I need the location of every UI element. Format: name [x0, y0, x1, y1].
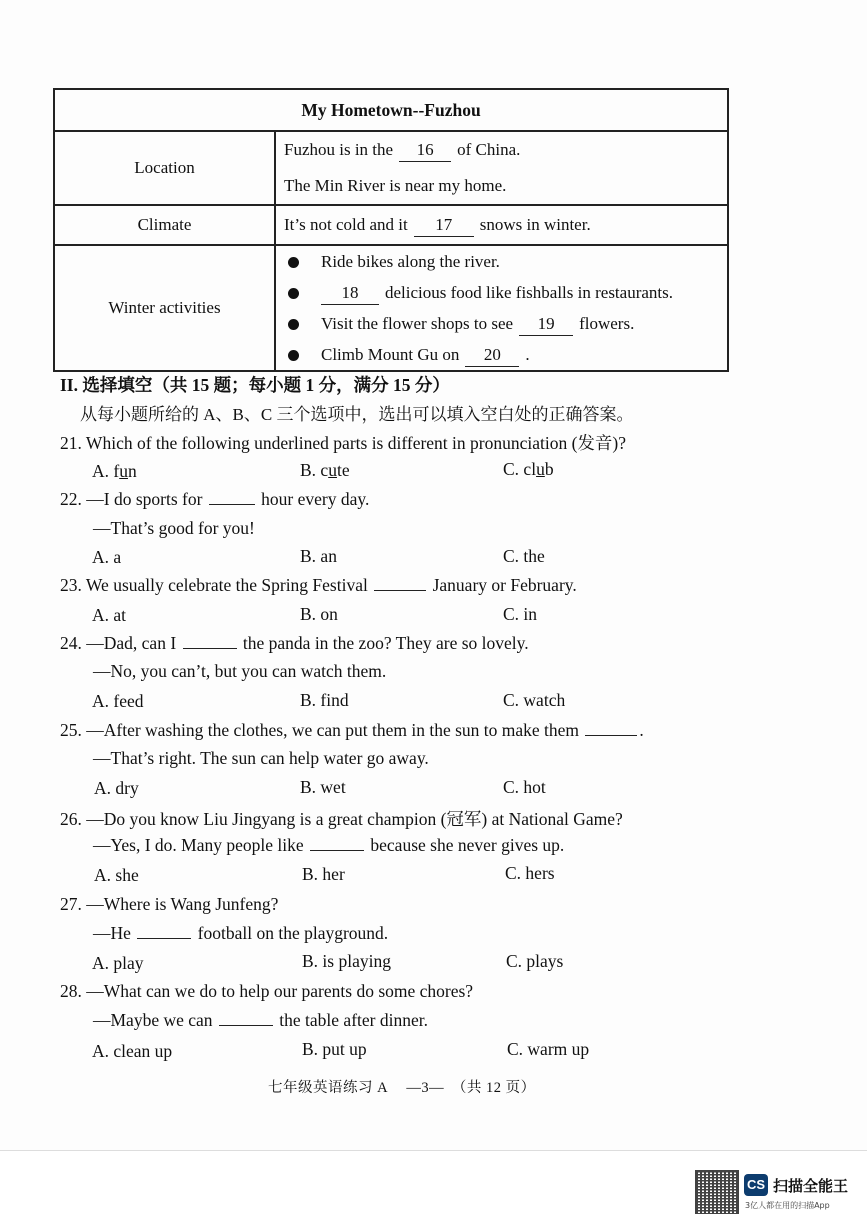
- q28-option-b[interactable]: B. put up: [302, 1039, 367, 1059]
- question-27-stem: 27. —Where is Wang Junfeng?: [60, 894, 279, 914]
- answer-blank: [209, 490, 255, 505]
- answer-blank: [219, 1011, 273, 1026]
- blank-17: 17: [414, 214, 474, 237]
- question-24-stem: 24. —Dad, can I the panda in the zoo? They are so lovely.: [60, 633, 529, 653]
- question-27-reply: —He football on the playground.: [93, 923, 389, 943]
- q25-option-c[interactable]: C. hot: [503, 777, 546, 797]
- q22-option-c[interactable]: C. the: [503, 546, 545, 566]
- question-24-reply: —No, you can’t, but you can watch them.: [93, 661, 387, 681]
- q26-option-a[interactable]: A. she: [94, 865, 139, 885]
- section-instruction: 从每小题所给的 A、B、C 三个选项中，选出可以填入空白处的正确答案。: [80, 405, 634, 424]
- table-title: My Hometown--Fuzhou: [54, 89, 728, 131]
- q22-option-a[interactable]: A. a: [92, 547, 122, 567]
- q21-option-a[interactable]: A. fun: [92, 461, 137, 481]
- q26-option-c[interactable]: C. hers: [505, 863, 555, 883]
- question-28-stem: 28. —What can we do to help our parents do some chores?: [60, 981, 474, 1001]
- q27-option-a[interactable]: A. play: [92, 953, 144, 973]
- q24-option-c[interactable]: C. watch: [503, 690, 566, 710]
- answer-blank: [310, 836, 364, 851]
- bullet-icon: [288, 319, 299, 330]
- q21-option-c[interactable]: C. club: [503, 459, 554, 479]
- page-footer: 七年级英语练习 A —3— （共 12 页）: [268, 1080, 536, 1096]
- q25-option-a[interactable]: A. dry: [94, 778, 139, 798]
- q24-option-a[interactable]: A. feed: [92, 691, 144, 711]
- q22-option-b[interactable]: B. an: [300, 546, 337, 566]
- blank-18: 18: [321, 282, 379, 305]
- qr-code-icon: [695, 1170, 739, 1214]
- question-26-reply: —Yes, I do. Many people like because she never gives up.: [93, 835, 565, 855]
- q25-option-b[interactable]: B. wet: [300, 777, 346, 797]
- q21-option-b[interactable]: B. cute: [300, 460, 350, 480]
- q23-option-a[interactable]: A. at: [92, 605, 127, 625]
- answer-blank: [183, 634, 237, 649]
- camscanner-logo-icon: CS: [744, 1174, 768, 1196]
- blank-20: 20: [465, 344, 519, 367]
- bullet-icon: [288, 350, 299, 361]
- location-label: Location: [54, 131, 275, 205]
- question-23-stem: 23. We usually celebrate the Spring Festival January or February.: [60, 575, 577, 595]
- q24-option-b[interactable]: B. find: [300, 690, 349, 710]
- q28-option-c[interactable]: C. warm up: [507, 1039, 590, 1059]
- question-26-stem: 26. —Do you know Liu Jingyang is a great champion (冠军) at National Game?: [60, 809, 623, 829]
- q27-option-b[interactable]: B. is playing: [302, 951, 391, 971]
- scanner-tagline: 3亿人都在用的扫描App: [745, 1201, 830, 1210]
- q26-option-b[interactable]: B. her: [302, 864, 345, 884]
- question-22-stem: 22. —I do sports for hour every day.: [60, 489, 370, 509]
- question-21-stem: 21. Which of the following underlined parts is different in pronunciation (发音)?: [60, 433, 627, 453]
- answer-blank: [585, 721, 637, 736]
- q23-option-c[interactable]: C. in: [503, 604, 538, 624]
- q27-option-c[interactable]: C. plays: [506, 951, 564, 971]
- hometown-table: [53, 88, 729, 372]
- answer-blank: [137, 924, 191, 939]
- q23-option-b[interactable]: B. on: [300, 604, 338, 624]
- answer-blank: [374, 576, 426, 591]
- section-title: II. 选择填空（共 15 题；每小题 1 分，满分 15 分）: [60, 375, 450, 395]
- scanner-app-name: 扫描全能王: [773, 1177, 849, 1195]
- question-22-reply: —That’s good for you!: [93, 518, 255, 538]
- climate-content: It’s not cold and it 17 snows in winter.: [275, 205, 728, 245]
- blank-16: 16: [399, 139, 451, 162]
- climate-label: Climate: [54, 205, 275, 245]
- question-25-stem: 25. —After washing the clothes, we can put them in the sun to make them .: [60, 720, 644, 740]
- location-content: Fuzhou is in the 16 of China. The Min River is near my home.: [275, 131, 728, 205]
- bullet-icon: [288, 257, 299, 268]
- winter-label: Winter activities: [54, 245, 275, 371]
- winter-content: Ride bikes along the river. 18 delicious food like fishballs in restaurants. Visit the flower shops to see 19 flowers. Climb Mount Gu on 20 .: [275, 245, 728, 371]
- divider: [0, 1150, 867, 1151]
- blank-19: 19: [519, 313, 573, 336]
- q28-option-a[interactable]: A. clean up: [92, 1041, 173, 1061]
- question-28-reply: —Maybe we can the table after dinner.: [93, 1010, 428, 1030]
- bullet-icon: [288, 288, 299, 299]
- question-25-reply: —That’s right. The sun can help water go away.: [93, 748, 429, 768]
